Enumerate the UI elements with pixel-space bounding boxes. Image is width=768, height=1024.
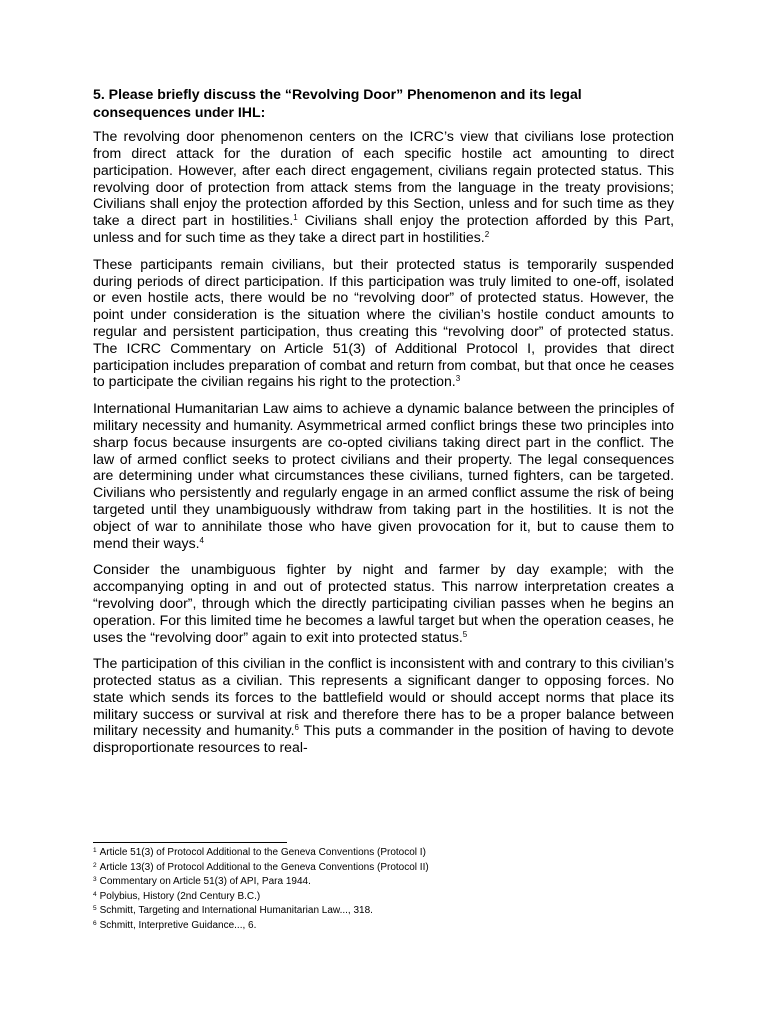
footnote-text: Article 51(3) of Protocol Additional to the Geneva Conventions (Protocol I) bbox=[99, 847, 426, 858]
footnote-6 bbox=[93, 919, 674, 934]
question-heading: 5. Please briefly discuss the “Revolving Door” Phenomenon and its legal consequences under IHL: bbox=[93, 86, 582, 120]
footnote-3 bbox=[93, 875, 674, 890]
footnotes bbox=[93, 846, 674, 934]
footnote-number: 4 bbox=[93, 890, 97, 898]
paragraph-1 bbox=[93, 128, 674, 246]
footnote-number: 2 bbox=[93, 861, 97, 869]
footnote-text: Schmitt, Interpretive Guidance..., 6. bbox=[99, 919, 257, 931]
paragraph-1-text-continued: Civilians shall enjoy the protection afforded by this Part, unless and for such time as they take a direct part in hostilities. bbox=[93, 212, 675, 245]
footnote-number: 6 bbox=[93, 919, 97, 927]
paragraph-5-text-continued: This puts a commander in the position of having to devote disproportionate resources to real- bbox=[93, 722, 674, 756]
footnote-text: Polybius, History (2nd Century B.C.) bbox=[99, 890, 261, 902]
paragraph-4 bbox=[93, 561, 674, 645]
footnote-text: Schmitt, Targeting and International Humanitarian Law..., 318. bbox=[99, 905, 373, 917]
footnote-ref-6: 6 bbox=[294, 723, 299, 733]
paragraph-3-text: International Humanitarian Law aims to achieve a dynamic balance between the principles of military necessity and humanity. Asymmetrical armed conflict brings these two principles into sharp focus because insurgents are co-opted civilians taking direct part in the conflict. The law of armed conflict seeks to protect civilians and their property. The legal consequences are determining under what circumstances these civilians, turned fighters, can be targeted. Civilians who persistently and regularly engage in an armed conflict assume the risk of being targeted until they unambiguously withdraw from taking part in the hostilities. It is not the object of war to annihilate those who have given provocation for it, but to cause them to mend their ways. bbox=[93, 400, 674, 551]
paragraph-2-text: These participants remain civilians, but their protected status is temporarily suspended during periods of direct participation. If this participation was truly limited to one-off, isolated or even hostile acts, there would be no “revolving door” of protected status. However, the point under consideration is the situation where the civilian’s hostile conduct amounts to regular and persistent participation, thus creating this “revolving door” of protected status. The ICRC Commentary on Article 51(3) of Additional Protocol I, provides that direct participation includes preparation of combat and return from combat, but that once he ceases to participate the civilian regains his right to the protection. bbox=[93, 255, 674, 390]
paragraph-2 bbox=[93, 256, 674, 390]
footnote-1 bbox=[93, 846, 674, 861]
footnote-2 bbox=[93, 861, 674, 876]
footnote-number: 3 bbox=[93, 876, 97, 884]
paragraph-5 bbox=[93, 655, 674, 756]
paragraph-4-text: Consider the unambiguous fighter by night and farmer by day example; with the accompanying opting in and out of protected status. This narrow interpretation creates a “revolving door”, through which the directly participating civilian passes when he begins an operation. For this limited time he becomes a lawful target but when the operation ceases, he uses the “revolving door” again to exit into protected status. bbox=[93, 561, 674, 645]
footnote-ref-2: 2 bbox=[484, 229, 490, 239]
document-body bbox=[93, 86, 674, 766]
footnote-ref-3: 3 bbox=[455, 374, 461, 384]
footnote-5 bbox=[93, 904, 674, 919]
footnote-separator bbox=[93, 842, 287, 843]
footnote-text: Article 13(3) of Protocol Additional to the Geneva Conventions (Protocol II) bbox=[99, 861, 429, 873]
paragraph-5-text: The participation of this civilian in the conflict is inconsistent with and contrary to this civilian’s protected status as a civilian. This represents a significant danger to opposing forces. No state which sends its forces to the battlefield would or should accept norms that place its military success or survival at risk and therefore there has to be a proper balance between military necessity and humanity. bbox=[93, 655, 674, 739]
paragraph-1-text: The revolving door phenomenon centers on the ICRC’s view that civilians lose protection from direct attack for the duration of each specific hostile act amounting to direct participation. However, after each direct engagement, civilians regain protected status. This revolving door of protection from attack stems from the language in the treaty provisions; Civilians shall enjoy the protection afforded by this Section, unless and for such time as they take a direct part in hostilities. bbox=[93, 128, 674, 229]
footnote-number: 5 bbox=[93, 905, 97, 913]
footnote-4 bbox=[93, 890, 674, 905]
footnote-ref-4: 4 bbox=[199, 535, 204, 545]
footnote-number: 1 bbox=[93, 847, 97, 854]
paragraph-3 bbox=[93, 400, 674, 551]
footnote-text: Commentary on Article 51(3) of API, Para 1944. bbox=[99, 876, 311, 888]
footnote-ref-1: 1 bbox=[293, 213, 298, 223]
footnote-ref-5: 5 bbox=[462, 629, 468, 639]
